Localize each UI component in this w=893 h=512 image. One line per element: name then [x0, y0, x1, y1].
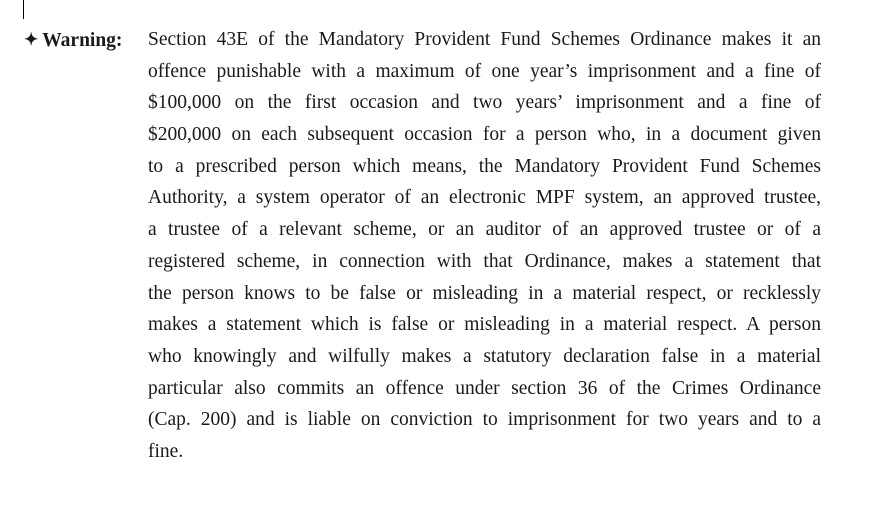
text-cursor: [23, 0, 24, 19]
warning-line: offence punishable with a maximum of one year’s imprisonment and a fine of: [148, 60, 821, 82]
warning-line: fine.: [148, 440, 184, 462]
warning-line: makes a statement which is false or misleading in a material respect. A person: [148, 314, 821, 336]
warning-line: $100,000 on the first occasion and two years’ imprisonment and a fine of: [148, 92, 821, 114]
warning-line: to a prescribed person which means, the Mandatory Provident Fund Schemes: [148, 155, 821, 177]
warning-line: registered scheme, in connection with that Ordinance, makes a statement that: [148, 250, 821, 272]
warning-line: particular also commits an offence under section 36 of the Crimes Ordinance: [148, 377, 821, 399]
warning-label: [24, 24, 122, 57]
warning-line: a trustee of a relevant scheme, or an auditor of an approved trustee or of a: [148, 219, 821, 241]
four-pointed-star-icon: ✦: [24, 30, 39, 49]
warning-line: (Cap. 200) and is liable on conviction to imprisonment for two years and to a: [148, 409, 821, 431]
warning-line: the person knows to be false or misleading in a material respect, or recklessly: [148, 282, 821, 304]
warning-line: Authority, a system operator of an electronic MPF system, an approved trustee,: [148, 187, 821, 209]
warning-line: Section 43E of the Mandatory Provident Fund Schemes Ordinance makes it an: [148, 29, 821, 50]
warning-line: who knowingly and wilfully makes a statutory declaration false in a material: [148, 345, 821, 367]
warning-line: $200,000 on each subsequent occasion for a person who, in a document given: [148, 124, 821, 146]
warning-body: [148, 24, 821, 468]
warning-label-text: Warning:: [42, 30, 123, 51]
